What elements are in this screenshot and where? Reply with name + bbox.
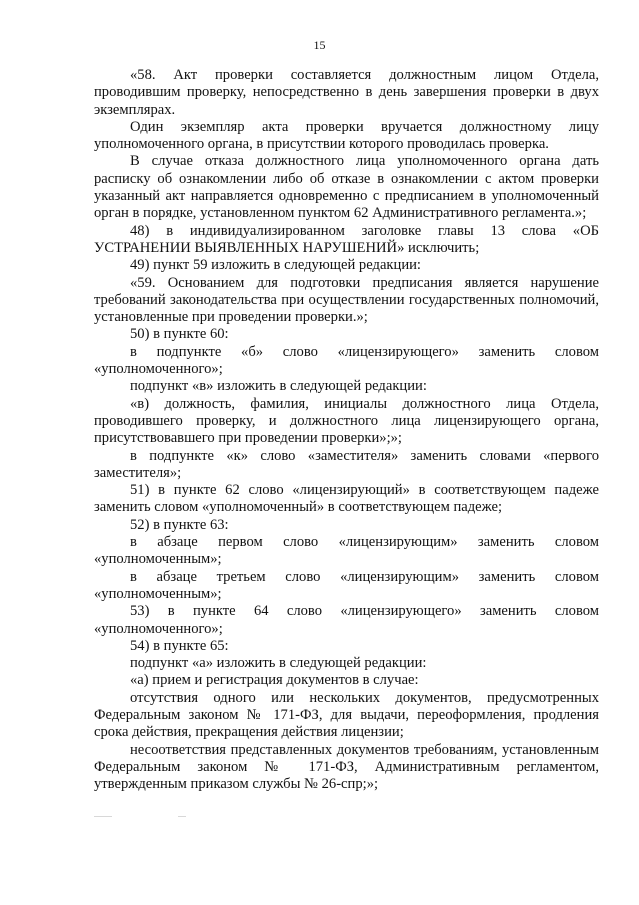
paragraph-59-basis: «59. Основанием для подготовки предписания является нарушение требований законодательства при осуществлении государственных полномочий, установленные при проведении проверки.»; [94,274,599,326]
paragraph-act-copy: Один экземпляр акта проверки вручается должностному лицу уполномоченного органа, в присутствии которого проводилась проверка. [94,118,599,153]
document-body [94,67,599,793]
case-missing-documents: отсутствия одного или нескольких документов, предусмотренных Федеральным законом № 171-ФЗ, для выдачи, переоформления, продления срока действия, прекращения действия лицензии; [94,689,599,741]
item-49: 49) пункт 59 изложить в следующей редакции: [130,257,421,274]
page-number: 15 [313,38,326,52]
subitem-a-text: «а) прием и регистрация документов в случае: [130,672,419,689]
item-52-first-paragraph: в абзаце первом слово «лицензирующим» заменить словом «уполномоченным»; [94,534,599,568]
paragraph-refusal: В случае отказа должностного лица уполномоченного органа дать расписку об ознакомлении либо об отказе в ознакомлении с актом проверки указанный акт направляется одновременно с предписанием в уполномоченный орган в порядке, установленном пунктом 62 Административного регламента.»; [94,153,599,222]
subitem-v-intro: подпункт «в» изложить в следующей редакции: [130,378,427,395]
item-48: 48) в индивидуализированном заголовке главы 13 слова «ОБ УСТРАНЕНИИ ВЫЯВЛЕННЫХ НАРУШЕНИЙ» исключить; [94,222,599,256]
item-53: 53) в пункте 64 слово «лицензирующего» заменить словом «уполномоченного»; [94,603,599,637]
subitem-a-intro: подпункт «а» изложить в следующей редакции: [130,655,427,672]
subitem-v-text: «в) должность, фамилия, инициалы должностного лица Отдела, проводившего проверку, и должностного лица лицензирующего органа, присутствовавшего при проведении проверки»;»; [94,395,599,447]
scan-mark-right [178,816,186,817]
subitem-b: в подпункте «б» слово «лицензирующего» заменить словом «уполномоченного»; [94,343,599,378]
paragraph-58-act: «58. Акт проверки составляется должностным лицом Отдела, проводившим проверку, непосредственно в день завершения проверки в двух экземплярах. [94,67,599,118]
subitem-k: в подпункте «к» слово «заместителя» заменить словами «первого заместителя»; [94,447,599,481]
item-51: 51) в пункте 62 слово «лицензирующий» в соответствующем падеже заменить словом «уполномоченный» в соответствующем падеже; [94,482,599,516]
case-noncompliant-documents: несоответствия представленных документов требованиям, установленным Федеральным законом № 171-ФЗ, Административным регламентом, утвержденным приказом службы № 26-спр;»; [94,741,599,793]
item-52-third-paragraph: в абзаце третьем слово «лицензирующим» заменить словом «уполномоченным»; [94,568,599,602]
item-50: 50) в пункте 60: [130,326,229,343]
scan-mark-left [94,816,112,817]
item-52: 52) в пункте 63: [130,516,229,533]
item-54: 54) в пункте 65: [130,637,229,654]
